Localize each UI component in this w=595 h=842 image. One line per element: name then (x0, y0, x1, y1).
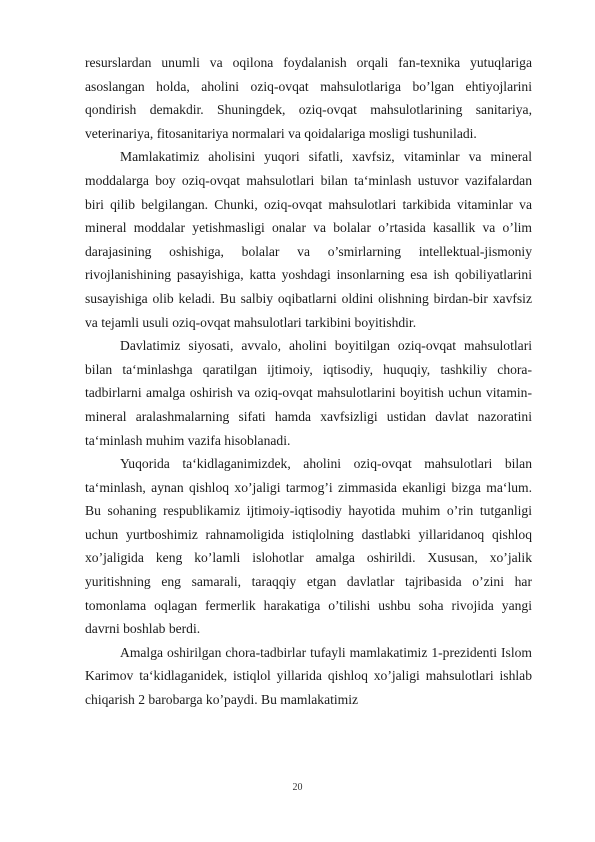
paragraph: Mamlakatimiz aholisini yuqori sifatli, xavfsiz, vitaminlar va mineral moddalarga boy oziq-ovqat mahsulotlari bilan ta‘minlash ustuvor vazifalardan biri qilib belgilangan. Chunki, oziq-ovqat mahsulotlari tarkibida vitaminlar va mineral moddalar yetishmasligi onalar va bolalar o’rtasida kasallik va o’lim darajasining oshishiga, bolalar va o’smirlarning intellektual-jismoniy rivojlanishining pasayishiga, katta yoshdagi insonlarning esa ish qobiliyatlarini susayishiga olib keladi. Bu salbiy oqibatlarni oldini olishning birdan-bir xavfsiz va tejamli usuli oziq-ovqat mahsulotlari tarkibini boyitishdir. (85, 149, 532, 330)
paragraph: Amalga oshirilgan chora-tadbirlar tufayli mamlakatimiz 1-prezidenti Islom Karimov ta‘kidlaganidek, istiqlol yillarida qishloq xo’jaligi mahsulotlari ishlab chiqarish 2 barobarga ko’paydi. Bu mamlakatimiz (85, 644, 532, 708)
body-text (85, 51, 532, 712)
paragraph: Yuqorida ta‘kidlaganimizdek, aholini oziq-ovqat mahsulotlari bilan ta‘minlash, aynan qishloq xo’jaligi tarmog’i zimmasida ekanligi bizga ma‘lum. Bu sohaning respublikamiz ijtimoiy-iqtisodiy hayotida muhim o’rin tutganligi uchun yurtboshimiz rahnamoligida istiqlolning dastlabki yillaridanoq qishloq xo’jaligida keng ko’lamli islohotlar amalga oshirildi. Xususan, xo’jalik yuritishning eng samarali, taraqqiy etgan davlatlar tajribasida o’zini har tomonlama oqlagan fermerlik harakatiga o’tilishi ushbu soha rivojida yangi davrni boshlab berdi. (85, 456, 532, 637)
paragraph: Davlatimiz siyosati, avvalo, aholini boyitilgan oziq-ovqat mahsulotlari bilan ta‘minlashga qaratilgan ijtimoiy, iqtisodiy, huquqiy, tashkiliy chora-tadbirlarni amalga oshirish va oziq-ovqat mahsulotlarini boyitish uchun vitamin-mineral aralashmalarning sifati hamda xavfsizligi ustidan davlat nazoratini ta‘minlash muhim vazifa hisoblanadi. (85, 338, 532, 448)
page-number: 20 (292, 782, 303, 793)
paragraph-continuation: resurslardan unumli va oqilona foydalanish orqali fan-texnika yutuqlariga asoslangan holda, aholini oziq-ovqat mahsulotlariga bo’lgan ehtiyojlarini qondirish demakdir. Shuningdek, oziq-ovqat mahsulotlarining sanitariya, veterinariya, fitosanitariya normalari va qoidalariga mosligi tushuniladi. (85, 55, 532, 141)
